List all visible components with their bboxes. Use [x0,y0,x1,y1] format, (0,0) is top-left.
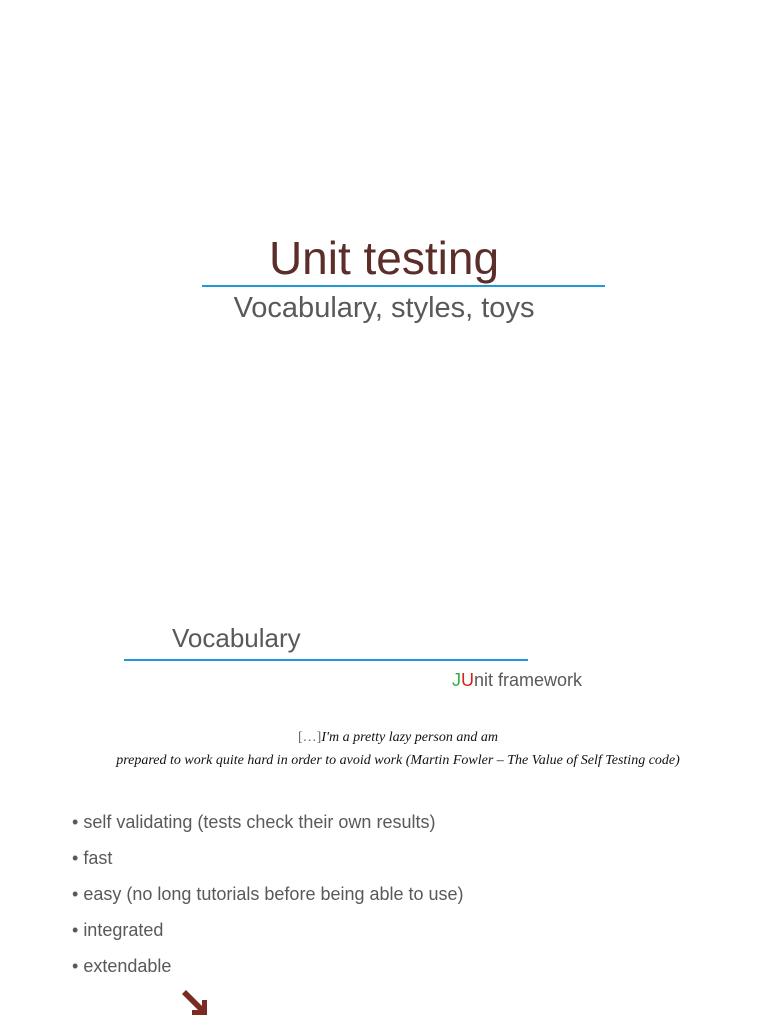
fowler-quote [0,726,768,772]
junit-letter-j: J [452,670,461,690]
junit-rest: nit framework [474,670,583,690]
bullet-list [72,810,464,990]
quote-line-1 [0,726,768,749]
cut-off-text-line [180,1018,580,1024]
title-underline [202,285,605,287]
bullet-item: • self validating (tests check their own results) [72,810,464,846]
bullet-item: • integrated [72,918,464,954]
junit-framework-label [452,668,582,692]
quote-ellipsis: […] [297,730,322,745]
slide-title: Unit testing [268,232,500,284]
quote-line-1-text: I'm a pretty lazy person and am [321,730,498,745]
bullet-item: • fast [72,846,464,882]
quote-line-2: prepared to work quite hard in order to avoid work (Martin Fowler – The Value of Self Testing code) [116,753,680,768]
arrow-down-right-icon [180,988,210,1018]
bullet-item: • easy (no long tutorials before being able to use) [72,882,464,918]
junit-letter-u: U [461,670,474,690]
heading-underline [124,659,528,661]
slide-subtitle: Vocabulary, styles, toys [233,292,535,324]
section-heading: Vocabulary [172,623,301,653]
bullet-item: • extendable [72,954,464,990]
